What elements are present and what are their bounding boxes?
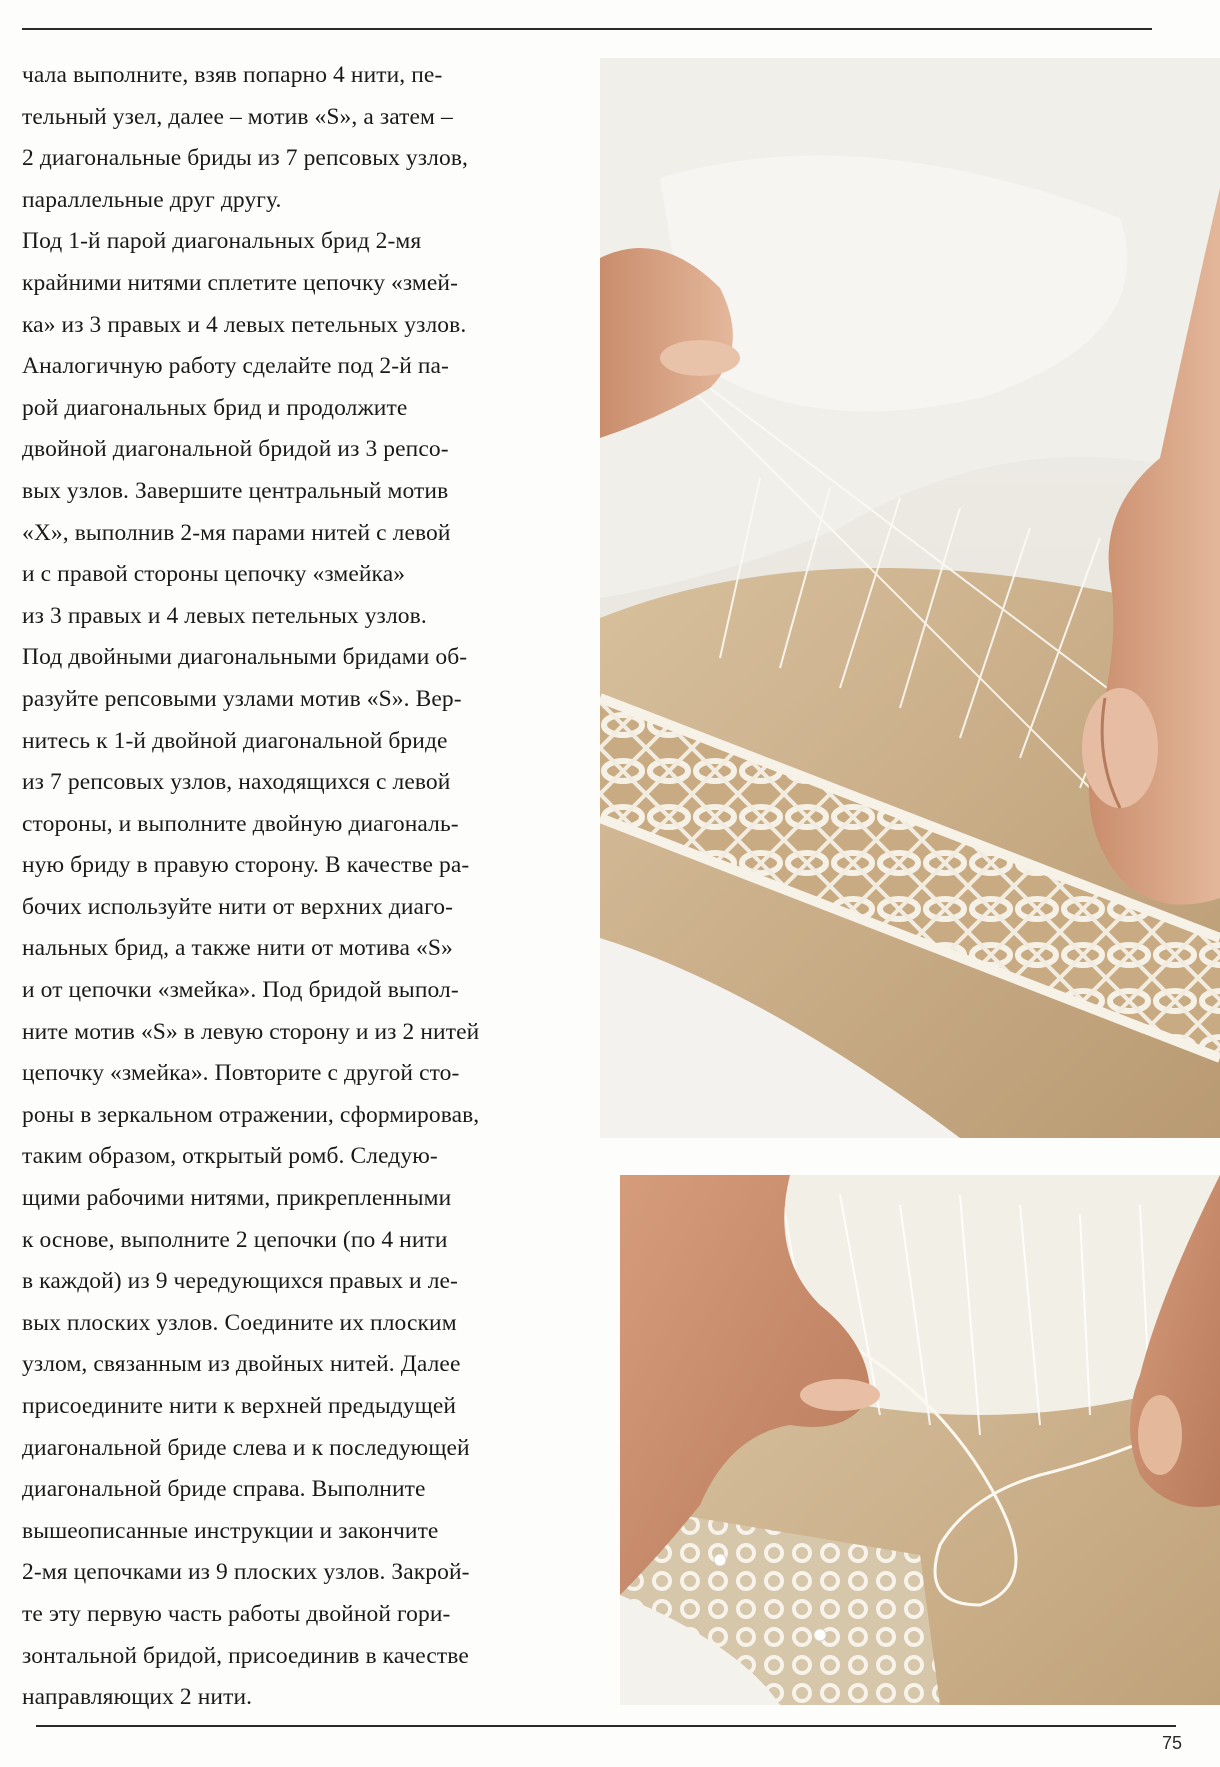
text-line: стороны, и выполните двойную диагональ- xyxy=(22,810,459,837)
text-line: Аналогичную работу сделайте под 2-й па- xyxy=(22,353,449,380)
text-line: из 7 репсовых узлов, находящихся с левой xyxy=(22,769,451,796)
photo-hands-pulling-threads xyxy=(620,1175,1220,1705)
text-line: нитесь к 1-й двойной диагональной бриде xyxy=(22,727,448,754)
text-line: крайними нитями сплетите цепочку «змей- xyxy=(22,269,459,296)
text-line: зонтальной бридой, присоединив в качестве xyxy=(22,1642,469,1669)
text-line: диагональной бриде справа. Выполните xyxy=(22,1476,426,1503)
text-line: ную бриду в правую сторону. В качестве ра- xyxy=(22,852,470,879)
text-line: в каждой) из 9 чередующихся правых и ле- xyxy=(22,1268,458,1295)
instruction-paragraph xyxy=(22,55,597,1719)
text-line: тельный узел, далее – мотив «S», а затем – xyxy=(22,103,453,130)
text-line: из 3 правых и 4 левых петельных узлов. xyxy=(22,602,427,629)
text-line: параллельные друг другу. xyxy=(22,186,282,213)
page-number: 75 xyxy=(1161,1733,1182,1753)
text-line: ка» из 3 правых и 4 левых петельных узлов. xyxy=(22,311,467,338)
text-line: «Х», выполнив 2-мя парами нитей с левой xyxy=(22,519,451,546)
text-line: двойной диагональной бридой из 3 репсо- xyxy=(22,436,449,463)
text-line: бочих используйте нити от верхних диаго- xyxy=(22,893,453,920)
text-line: Под двойными диагональными бридами об- xyxy=(22,644,468,671)
text-line: таким образом, открытый ромб. Следую- xyxy=(22,1143,438,1170)
text-line: те эту первую часть работы двойной гори- xyxy=(22,1600,451,1627)
text-line: рой диагональных брид и продолжите xyxy=(22,394,408,421)
bottom-rule xyxy=(36,1725,1176,1727)
top-rule xyxy=(22,28,1152,30)
text-line: к основе, выполните 2 цепочки (по 4 нити xyxy=(22,1226,448,1253)
text-line: роны в зеркальном отражении, сформировав, xyxy=(22,1101,480,1128)
text-line: 2 диагональные бриды из 7 репсовых узлов, xyxy=(22,145,469,172)
text-line: ните мотив «S» в левую сторону и из 2 нитей xyxy=(22,1018,480,1045)
text-line: узлом, связанным из двойных нитей. Далее xyxy=(22,1351,461,1378)
text-line: Под 1-й парой диагональных брид 2-мя xyxy=(22,228,422,255)
text-line: вышеописанные инструкции и закончите xyxy=(22,1517,439,1544)
text-line: присоедините нити к верхней предыдущей xyxy=(22,1393,457,1419)
text-line: цепочку «змейка». Повторите с другой сто- xyxy=(22,1060,460,1087)
photo-bottom-illustration xyxy=(620,1175,1220,1705)
text-line: 2-мя цепочками из 9 плоских узлов. Закрой- xyxy=(22,1559,470,1586)
text-line: щими рабочими нитями, прикрепленными xyxy=(22,1185,452,1212)
text-line: и от цепочки «змейка». Под бридой выпол- xyxy=(22,977,459,1004)
text-line: разуйте репсовыми узлами мотив «S». Вер- xyxy=(22,685,462,712)
photo-hands-knotting-lace xyxy=(600,58,1220,1138)
text-line: вых узлов. Завершите центральный мотив xyxy=(22,477,449,504)
photo-top-illustration xyxy=(600,58,1220,1138)
text-line: нальных брид, а также нити от мотива «S» xyxy=(22,935,453,962)
text-line: направляющих 2 нити. xyxy=(22,1684,253,1711)
text-line: диагональной бриде слева и к последующей xyxy=(22,1434,470,1461)
text-line: и с правой стороны цепочку «змейка» xyxy=(22,561,406,588)
instruction-text-column xyxy=(22,55,597,1711)
text-line: чала выполните, взяв попарно 4 нити, пе- xyxy=(22,62,443,88)
text-line: вых плоских узлов. Соедините их плоским xyxy=(22,1309,457,1336)
